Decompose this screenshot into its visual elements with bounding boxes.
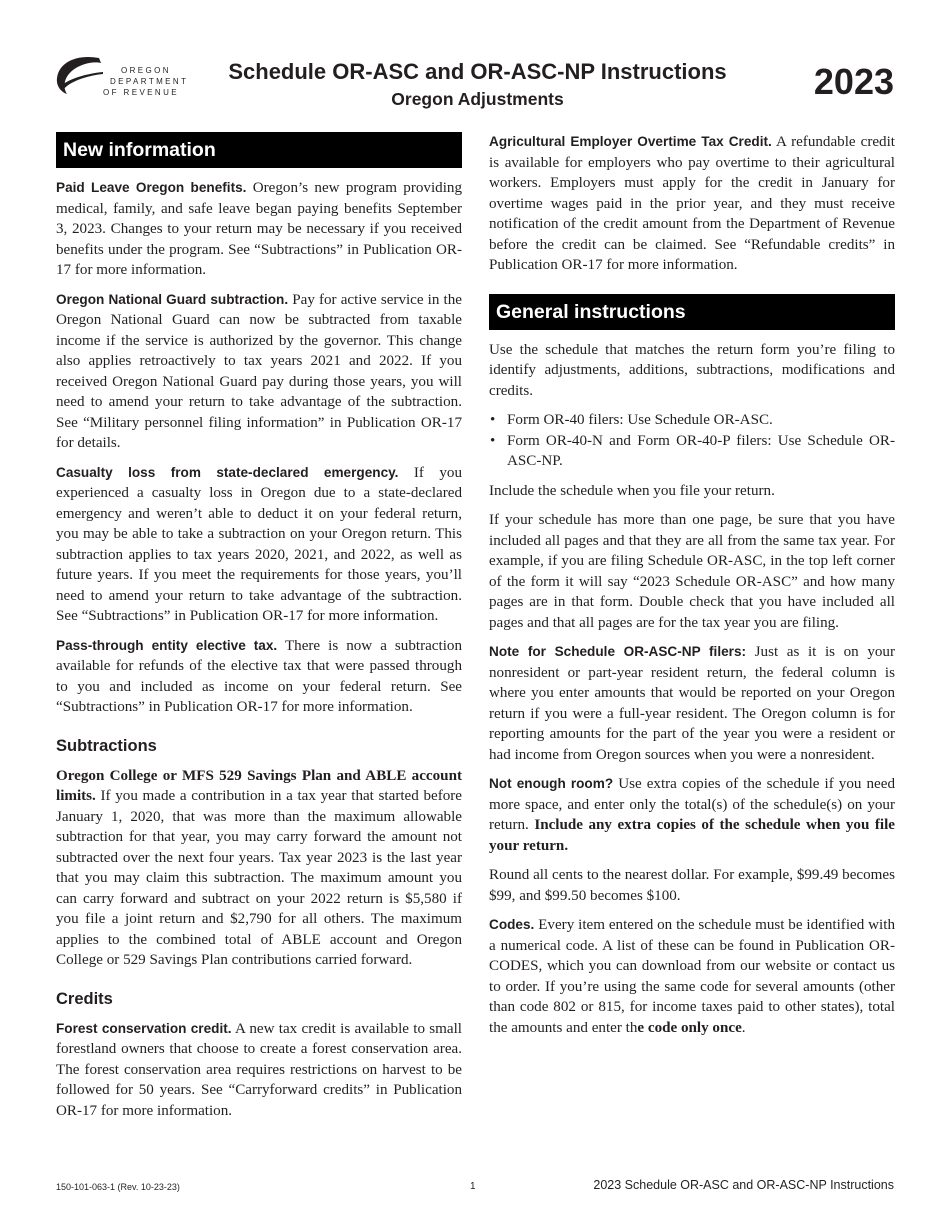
paragraph-multiple-pages: If your schedule has more than one page, be sure that you have included all pages and that they are all from the same tax year. For example, if you are filing Schedule OR-ASC, in the top left corner of the form it will say “2023 Schedule OR-ASC” and how many pages are in that form. Double check that you have included all pages and that all pages are for the tax year you are filing. <box>489 512 895 631</box>
text-paid-leave: Oregon’s new program providing medical, family, and safe leave began paying benefits September 3, 2023. Changes to your return may be necessary if you received benefits under the program. See “Subtractions” in Publication OR-17 for more information. <box>56 180 462 278</box>
lead-paid-leave: Paid Leave Oregon benefits. <box>56 180 247 195</box>
paragraph-np-note <box>489 642 895 765</box>
lead-forest-conservation: Forest conservation credit. <box>56 1020 232 1036</box>
filer-bullet-list <box>489 410 895 472</box>
paragraph-codes <box>489 915 895 1038</box>
text-forest-conservation: A new tax credit is available to small forestland owners that choose to create a forest conservation area. The forest conservation area requires restrictions on harvest to be followed for 50 years. See “Carryforward credits” in Publication OR-17 for more information. <box>56 1020 462 1119</box>
text-savings-plan: If you made a contribution in a tax year that started before January 1, 2020, that was more than the maximum allowable subtraction for that year, you may carry forward the amount not subtracted over the next four years. Tax year 2023 is the last year that you may claim this subtraction. The maximum amount you can carry forward and subtract on your 2022 return is $5,580 if you file a joint return and $2,790 for all others. The maximum applies to the combined total of ABLE account and Oregon College or 529 Savings Plan contributions carried forward. <box>56 788 462 968</box>
lead-national-guard: Oregon National Guard subtraction. <box>56 291 289 307</box>
text-national-guard: Pay for active service in the Oregon National Guard can now be subtracted from taxable income if the service is authorized by the governor. This change also applies retroactively to tax years 2021 and 2022. If you received Oregon National Guard pay during those years, you will need to amend your return to take advantage of the subtraction. See “Military personnel filing information” in Publication OR-17 for details. <box>56 291 462 451</box>
paragraph-pass-through-entity <box>56 636 462 718</box>
section-heading-new-information: New information <box>56 132 462 168</box>
text-not-enough-room: Use extra copies of the schedule if you need more space, and enter only the total(s) of the schedule(s) on your return. <box>489 776 895 833</box>
right-column <box>489 132 895 1047</box>
paragraph-include-schedule: Include the schedule when you file your return. <box>489 482 775 499</box>
left-column <box>56 132 462 1130</box>
paragraph-savings-plan <box>56 766 462 971</box>
footer-form-number: 150-101-063-1 (Rev. 10-23-23) <box>56 1182 180 1192</box>
logo-line-1: OREGON <box>121 66 171 75</box>
footer-page-number: 1 <box>470 1181 476 1192</box>
document-subtitle: Oregon Adjustments <box>391 89 564 109</box>
paragraph-not-enough-room <box>489 774 895 856</box>
emphasis-codes: e code only once <box>637 1019 742 1036</box>
tax-year: 2023 <box>813 61 894 102</box>
list-item: • Form OR-40 filers: Use Schedule OR-ASC. <box>489 410 895 431</box>
paragraph-agricultural-credit <box>489 132 895 276</box>
subheading-subtractions: Subtractions <box>56 736 157 755</box>
subheading-credits: Credits <box>56 989 113 1008</box>
paragraph-intro: Use the schedule that matches the return form you’re filing to identify adjustments, additions, subtractions, modifications and credits. <box>489 341 895 399</box>
lead-savings-plan: Oregon College or MFS 529 Savings Plan and ABLE account limits. <box>56 767 462 804</box>
text-pass-through-entity: There is now a subtraction available for refunds of the elective tax that were passed through to you and included as income on your federal return. See “Subtractions” in Publication OR-17 for more information. <box>56 637 462 715</box>
text-agricultural-credit: A refundable credit is available for employers who pay overtime to their agricultural workers. Employers must apply for the credit in January for overtime wages paid in the prior year, and they must receive notification of the credit amount from the Department of Revenue before the credit can be claimed. See “Refundable credits” in Publication OR-17 for more information. <box>489 134 895 273</box>
document-title: Schedule OR-ASC and OR-ASC-NP Instructions <box>228 59 727 84</box>
footer-title: 2023 Schedule OR-ASC and OR-ASC-NP Instructions <box>593 1178 894 1192</box>
section-heading-general-instructions: General instructions <box>489 294 895 330</box>
text-codes: Every item entered on the schedule must be identified with a numerical code. A list of these can be found in Publication OR-CODES, which you can download from our website or contact us to order. If you’re using the same code for several amounts (other than code 802 or 815, for income taxes paid to other states), total the amounts and enter th <box>489 917 895 1036</box>
emphasis-not-enough-room: Include any extra copies of the schedule when you file your return. <box>489 817 895 854</box>
lead-np-note: Note for Schedule OR-ASC-NP filers: <box>489 644 747 659</box>
logo-line-2: DEPARTMENT <box>110 77 189 86</box>
lead-agricultural-credit: Agricultural Employer Overtime Tax Credit. <box>489 134 772 149</box>
list-item: • Form OR-40-N and Form OR-40-P filers: Use Schedule OR-ASC-NP. <box>489 431 895 472</box>
oregon-dor-logo <box>55 52 189 100</box>
paragraph-forest-conservation <box>56 1019 462 1122</box>
paragraph-casualty-loss <box>56 463 462 627</box>
lead-codes: Codes. <box>489 917 535 932</box>
text-codes-end: . <box>741 1019 746 1036</box>
logo-line-3: OF REVENUE <box>103 88 180 97</box>
text-casualty-loss: If you experienced a casualty loss in Oregon due to a state-declared emergency and weren’t able to deduct it on your federal return, you may be able to take a subtraction on your Oregon return. This subtraction applies to tax years 2020, 2021, and 2022, as well as future years. If you meet the requirements for those years, you’ll need to amend your return to take advantage of the subtraction. See “Subtractions” in Publication OR-17 for more information. <box>56 464 462 624</box>
lead-not-enough-room: Not enough room? <box>489 776 614 791</box>
paragraph-rounding: Round all cents to the nearest dollar. For example, $99.49 becomes $99, and $99.50 becomes $100. <box>489 867 895 904</box>
paragraph-national-guard <box>56 290 462 454</box>
lead-casualty-loss: Casualty loss from state-declared emergency. <box>56 464 399 480</box>
paragraph-paid-leave <box>56 178 462 281</box>
lead-pass-through-entity: Pass-through entity elective tax. <box>56 637 278 653</box>
text-np-note: Just as it is on your nonresident or part-year resident return, the federal column is where you enter amounts that would be reported on your Oregon return if you were a full-year resident. The Oregon column is for reporting amounts for the part of the year you were a resident or had income from Oregon sources when you were a nonresident. <box>489 644 896 763</box>
